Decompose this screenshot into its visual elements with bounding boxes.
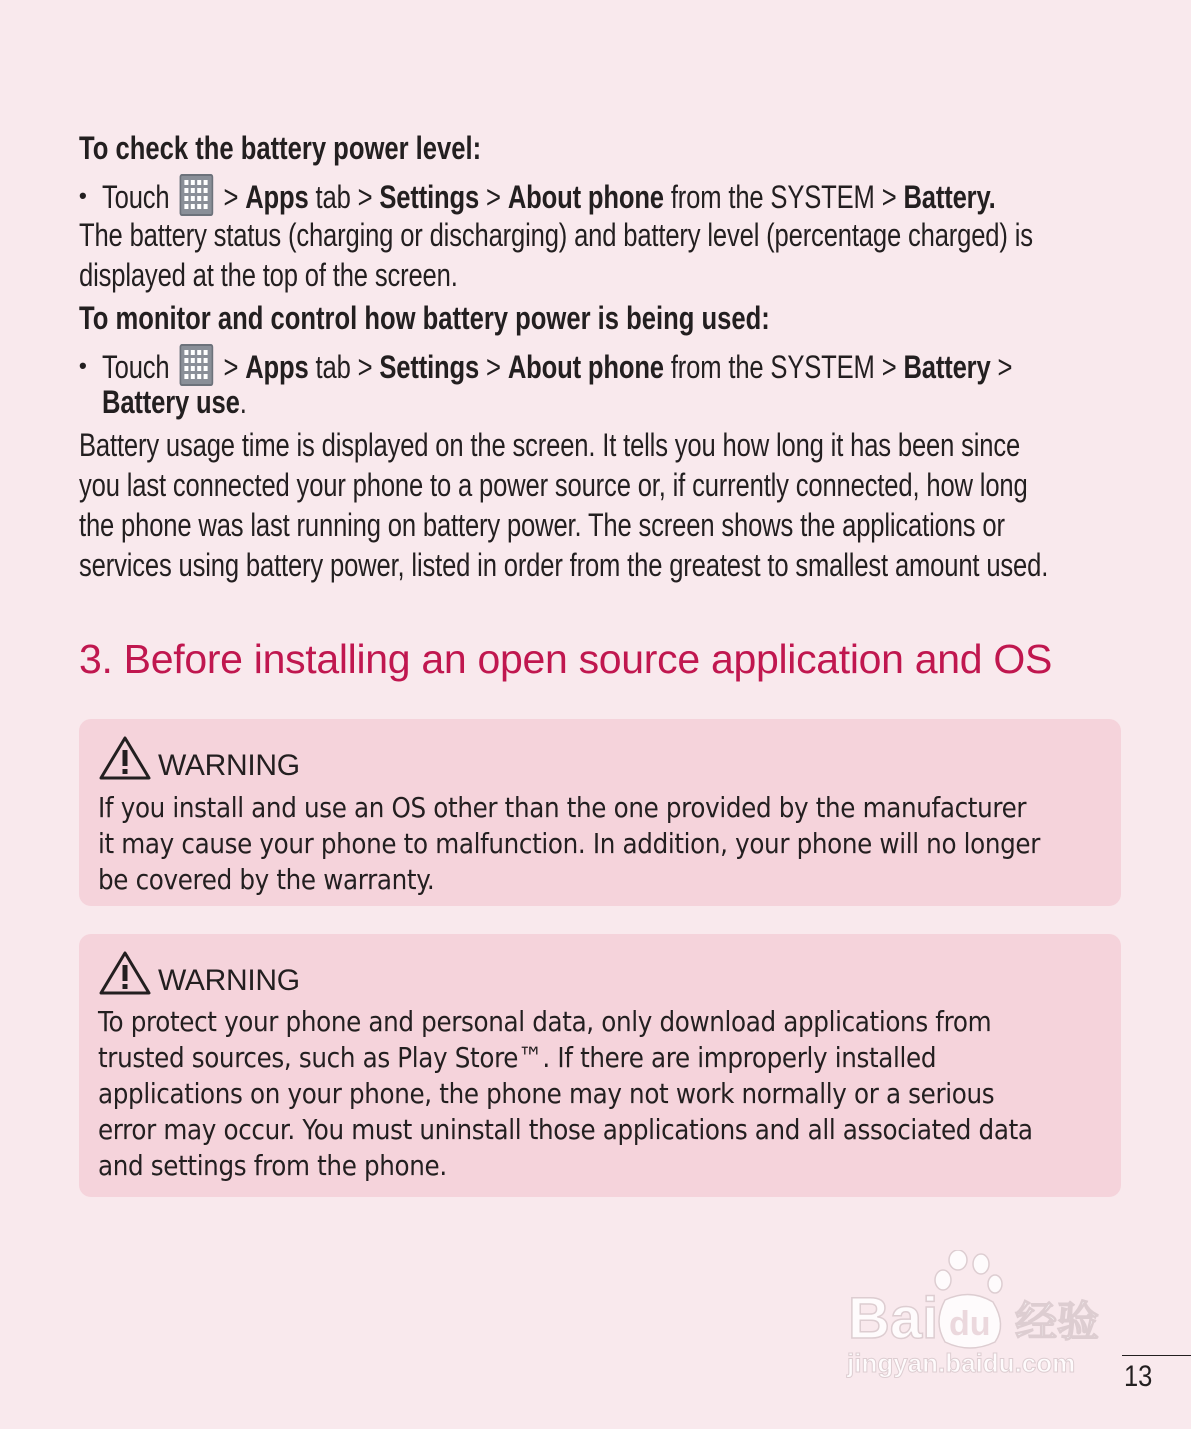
warning-triangle-icon [98, 735, 152, 781]
watermark-brand-2: du [949, 1305, 991, 1343]
separator: > [486, 349, 501, 385]
warning-triangle-icon [98, 950, 152, 996]
warning-line: be covered by the warranty. [98, 863, 435, 896]
battery-use-label: Battery use [102, 384, 240, 420]
touch-text: Touch [102, 349, 170, 385]
warning-line: it may cause your phone to malfunction. In addition, your phone will no longer [98, 827, 1040, 860]
watermark-cn: 经验 [1015, 1297, 1100, 1346]
warning-line: If you install and use an OS other than the one provided by the manufacturer [98, 791, 1027, 824]
separator: > [997, 349, 1013, 385]
battery-monitor-body-1: Battery usage time is displayed on the screen. It tells you how long it has been since [79, 427, 1021, 463]
warning-box [79, 934, 1121, 1197]
separator: > [223, 349, 239, 385]
warning-line: trusted sources, such as Play Store™. If there are improperly installed [98, 1041, 937, 1074]
separator: > [223, 179, 239, 215]
battery-monitor-body-2: you last connected your phone to a power source or, if currently connected, how long [79, 467, 1028, 503]
section-title: 3. Before installing an open source application and OS [79, 636, 1053, 682]
warning-text [98, 1004, 1108, 1184]
about-phone-label: About phone [507, 349, 664, 385]
from-system-text: from the SYSTEM [670, 179, 875, 215]
battery-label: Battery. [903, 179, 996, 215]
battery-check-step [102, 174, 996, 216]
battery-monitor-step [102, 344, 1012, 386]
apps-label: Apps [245, 179, 309, 215]
warning-text [98, 790, 1108, 898]
apps-label: Apps [245, 349, 309, 385]
tab-text: tab [315, 349, 351, 385]
from-system-text: from the SYSTEM [670, 349, 875, 385]
warning-header [98, 950, 300, 996]
battery-monitor-body-3: the phone was last running on battery power. The screen shows the applications or [79, 507, 1005, 543]
watermark-url: jingyan.baidu.com [847, 1348, 1076, 1378]
warning-box [79, 719, 1121, 906]
separator: > [357, 179, 373, 215]
separator: > [881, 349, 897, 385]
warning-line: and settings from the phone. [98, 1149, 447, 1182]
settings-label: Settings [379, 179, 480, 215]
battery-label: Battery [903, 349, 991, 385]
about-phone-label: About phone [507, 179, 664, 215]
apps-grid-icon [180, 174, 214, 216]
tab-text: tab [315, 179, 351, 215]
page-number: 13 [1124, 1360, 1153, 1393]
warning-label: WARNING [158, 964, 300, 997]
battery-check-body-2: displayed at the top of the screen. [79, 257, 458, 293]
separator: > [881, 179, 897, 215]
battery-monitor-heading: To monitor and control how battery power is being used: [79, 300, 770, 336]
warning-line: To protect your phone and personal data, only download applications from [98, 1005, 992, 1038]
settings-label: Settings [379, 349, 480, 385]
separator: > [357, 349, 373, 385]
warning-header [98, 735, 300, 781]
baidu-jingyan-watermark [845, 1250, 1120, 1380]
battery-monitor-body-4: services using battery power, listed in order from the greatest to smallest amount used. [79, 547, 1049, 583]
battery-monitor-step-cont [102, 384, 247, 421]
battery-check-heading: To check the battery power level: [79, 130, 482, 166]
apps-grid-icon [180, 344, 214, 386]
touch-text: Touch [102, 179, 170, 215]
watermark-brand: Bai [848, 1286, 939, 1351]
bullet-marker: • [79, 353, 87, 378]
separator: > [486, 179, 501, 215]
warning-line: error may occur. You must uninstall those applications and all associated data [98, 1113, 1033, 1146]
warning-line: applications on your phone, the phone may not work normally or a serious [98, 1077, 995, 1110]
warning-label: WARNING [158, 749, 300, 782]
bullet-marker: • [79, 183, 87, 208]
page-number-rule [1122, 1355, 1191, 1356]
period: . [239, 384, 247, 420]
battery-check-body-1: The battery status (charging or discharging) and battery level (percentage charged) is [79, 217, 1033, 253]
